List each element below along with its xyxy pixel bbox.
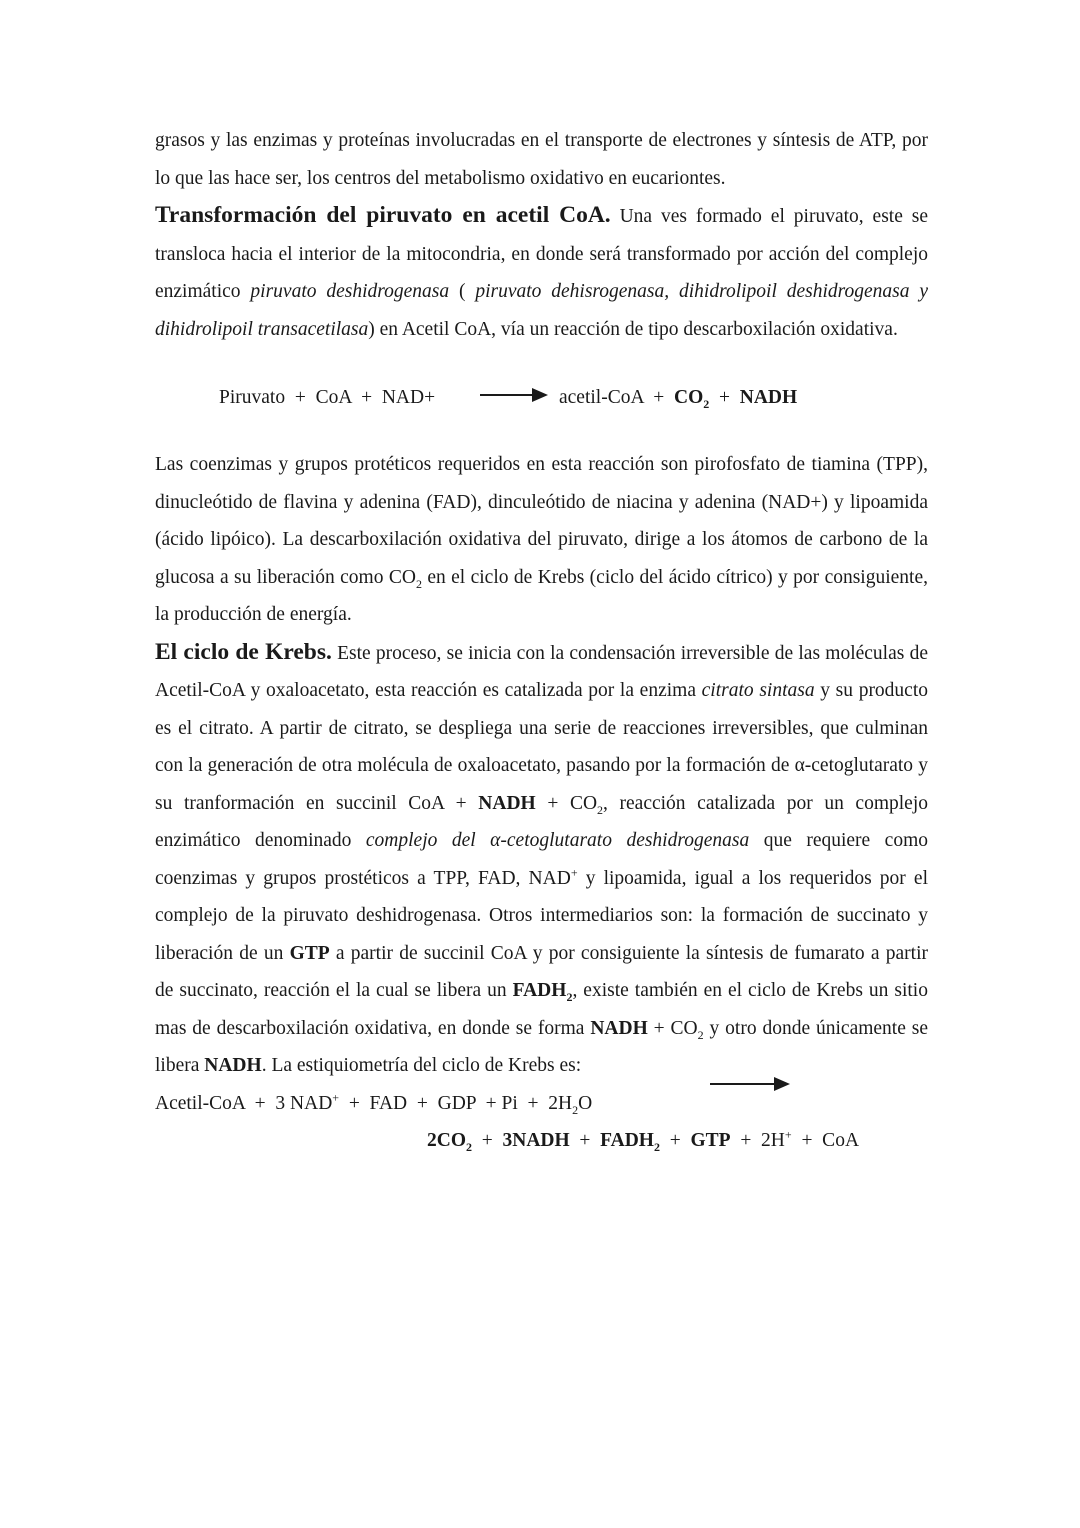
krebs-text-3: + CO	[535, 792, 598, 814]
krebs-sub-1: 2	[597, 802, 604, 817]
krebs-sub-2: 2	[566, 989, 573, 1004]
section-krebs-paragraph	[155, 634, 928, 1085]
pyruvate-equation	[155, 369, 928, 429]
product-plus: +	[709, 387, 740, 408]
products-co2-sub: 2	[466, 1139, 472, 1154]
krebs-text-2: y su producto es el citrato. A partir de citrato, se despliega una serie de reacciones irreversibles, que culminan con la generación de otra molécula de oxaloacetato, pasando por la formación de α-cetoglutarato y su tranformación en succinil CoA +	[155, 680, 929, 814]
pyruvate-equation-products	[559, 379, 797, 417]
coenzymes-subscript: 2	[415, 576, 422, 591]
krebs-fadh2	[512, 980, 573, 1004]
krebs-gtp: GTP	[289, 942, 330, 964]
product-co2-text: CO	[673, 387, 704, 408]
krebs-text-9: + CO	[647, 1017, 698, 1039]
product-acetyl-coa: acetil-CoA +	[559, 387, 674, 408]
reactants-water-sub: 2	[572, 1102, 579, 1117]
section-pyruvate-italic-2: piruvato dehisrogenasa, dihidrolipoil deshidrogenasa y dihidrolipoil transacetilasa	[155, 281, 928, 340]
section-pyruvate-text-2: (	[449, 281, 466, 302]
reactants-part-b: + FAD + GDP + Pi + 2H	[339, 1092, 573, 1114]
product-nadh: NADH	[739, 387, 798, 408]
products-fadh-text: FADH	[600, 1129, 654, 1151]
krebs-italic-2: complejo del α-cetoglutarato deshidrogenasa	[365, 830, 750, 851]
products-fadh2	[600, 1129, 660, 1154]
krebs-text-11: . La estiquiometría del ciclo de Krebs es:	[261, 1055, 582, 1076]
section-pyruvate-text-1: Una ves formado el piruvato, este se transloca hacia el interior de la mitocondria, en donde será transformado por acción del complejo enzimático	[155, 206, 928, 302]
products-h-sup: +	[784, 1127, 792, 1141]
products-plus-3: +	[659, 1129, 691, 1151]
krebs-fadh-text: FADH	[512, 980, 567, 1001]
products-gtp: GTP	[690, 1129, 731, 1151]
products-plus-1: +	[472, 1129, 503, 1151]
coenzymes-text-2: en el ciclo de Krebs (ciclo del ácido cítrico) y por consiguiente, la producción de energía.	[155, 566, 928, 625]
krebs-text-5: que requiere como coenzimas y grupos prostéticos a TPP, FAD, NAD	[155, 830, 929, 889]
section-krebs-heading: El ciclo de Krebs.	[155, 638, 332, 665]
krebs-italic-1: citrato sintasa	[701, 680, 815, 701]
coenzymes-paragraph	[155, 446, 928, 634]
reaction-arrow-icon	[710, 1076, 792, 1092]
krebs-sup-1: +	[570, 865, 578, 879]
krebs-nadh-2: NADH	[590, 1017, 648, 1039]
section-pyruvate-text-3: ) en Acetil CoA, vía un reacción de tipo descarboxilación oxidativa.	[368, 318, 898, 340]
intro-paragraph	[155, 122, 928, 197]
product-co2	[673, 387, 710, 411]
reaction-arrow-icon	[480, 387, 550, 403]
products-h: + 2H	[730, 1129, 785, 1151]
products-coa: + CoA	[791, 1129, 860, 1151]
section-pyruvate-paragraph	[155, 197, 928, 348]
product-co2-subscript: 2	[703, 396, 710, 411]
krebs-text-7: a partir de succinil CoA y por consiguiente la síntesis de fumarato a partir de succinato, reacción el la cual se libera un	[155, 942, 929, 1001]
products-plus-2: +	[569, 1129, 601, 1151]
section-pyruvate-heading: Transformación del piruvato en acetil CoA.	[155, 202, 611, 228]
intro-text: grasos y las enzimas y proteínas involucradas en el transporte de electrones y síntesis de ATP, por lo que las hace ser, los centros del metabolismo oxidativo en eucariontes.	[155, 130, 928, 189]
products-co2-text: 2CO	[427, 1129, 466, 1151]
krebs-stoichiometry-equation	[155, 1085, 928, 1161]
krebs-nadh-1: NADH	[478, 792, 536, 814]
reactants-part-a: Acetil-CoA + 3 NAD	[155, 1092, 333, 1114]
krebs-sub-3: 2	[697, 1027, 704, 1042]
krebs-text-10: y otro donde únicamente se libera	[155, 1017, 929, 1076]
pyruvate-equation-reactants: Piruvato + CoA + NAD+	[219, 387, 436, 408]
krebs-equation-reactants	[155, 1085, 592, 1123]
reactants-part-c: O	[578, 1092, 593, 1114]
krebs-equation-products	[427, 1122, 859, 1160]
krebs-text-6: y lipoamida, igual a los requeridos por el complejo de la piruvato deshidrogenasa. Otros intermediarios son: la formación de succinato y liberación de un	[155, 867, 928, 964]
krebs-text-4: , reacción catalizada por un complejo enzimático denominado	[155, 792, 928, 851]
document-page	[155, 122, 928, 1161]
products-nadh: 3NADH	[502, 1129, 570, 1151]
krebs-text-8: , existe también en el ciclo de Krebs un sitio mas de descarboxilación oxidativa, en donde se forma	[155, 980, 928, 1039]
krebs-nadh-3: NADH	[204, 1055, 262, 1076]
reactants-nad-sup: +	[332, 1090, 340, 1104]
products-fadh-sub: 2	[653, 1139, 660, 1154]
coenzymes-text-1: Las coenzimas y grupos protéticos requeridos en esta reacción son pirofosfato de tiamina (TPP), dinucleótido de flavina y adenina (FAD), dinculeótido de niacina y adenina (NAD+) y lipoamida (ácido lipóico). La descarboxilación oxidativa del piruvato, dirige a los átomos de carbono de la glucosa a su liberación como CO	[155, 454, 928, 588]
section-pyruvate-italic-1: piruvato deshidrogenasa	[250, 281, 450, 302]
products-co2	[427, 1129, 472, 1154]
krebs-text-1: Este proceso, se inicia con la condensación irreversible de las moléculas de Acetil-CoA y oxaloacetato, esta reacción es catalizada por la enzima	[155, 642, 928, 701]
